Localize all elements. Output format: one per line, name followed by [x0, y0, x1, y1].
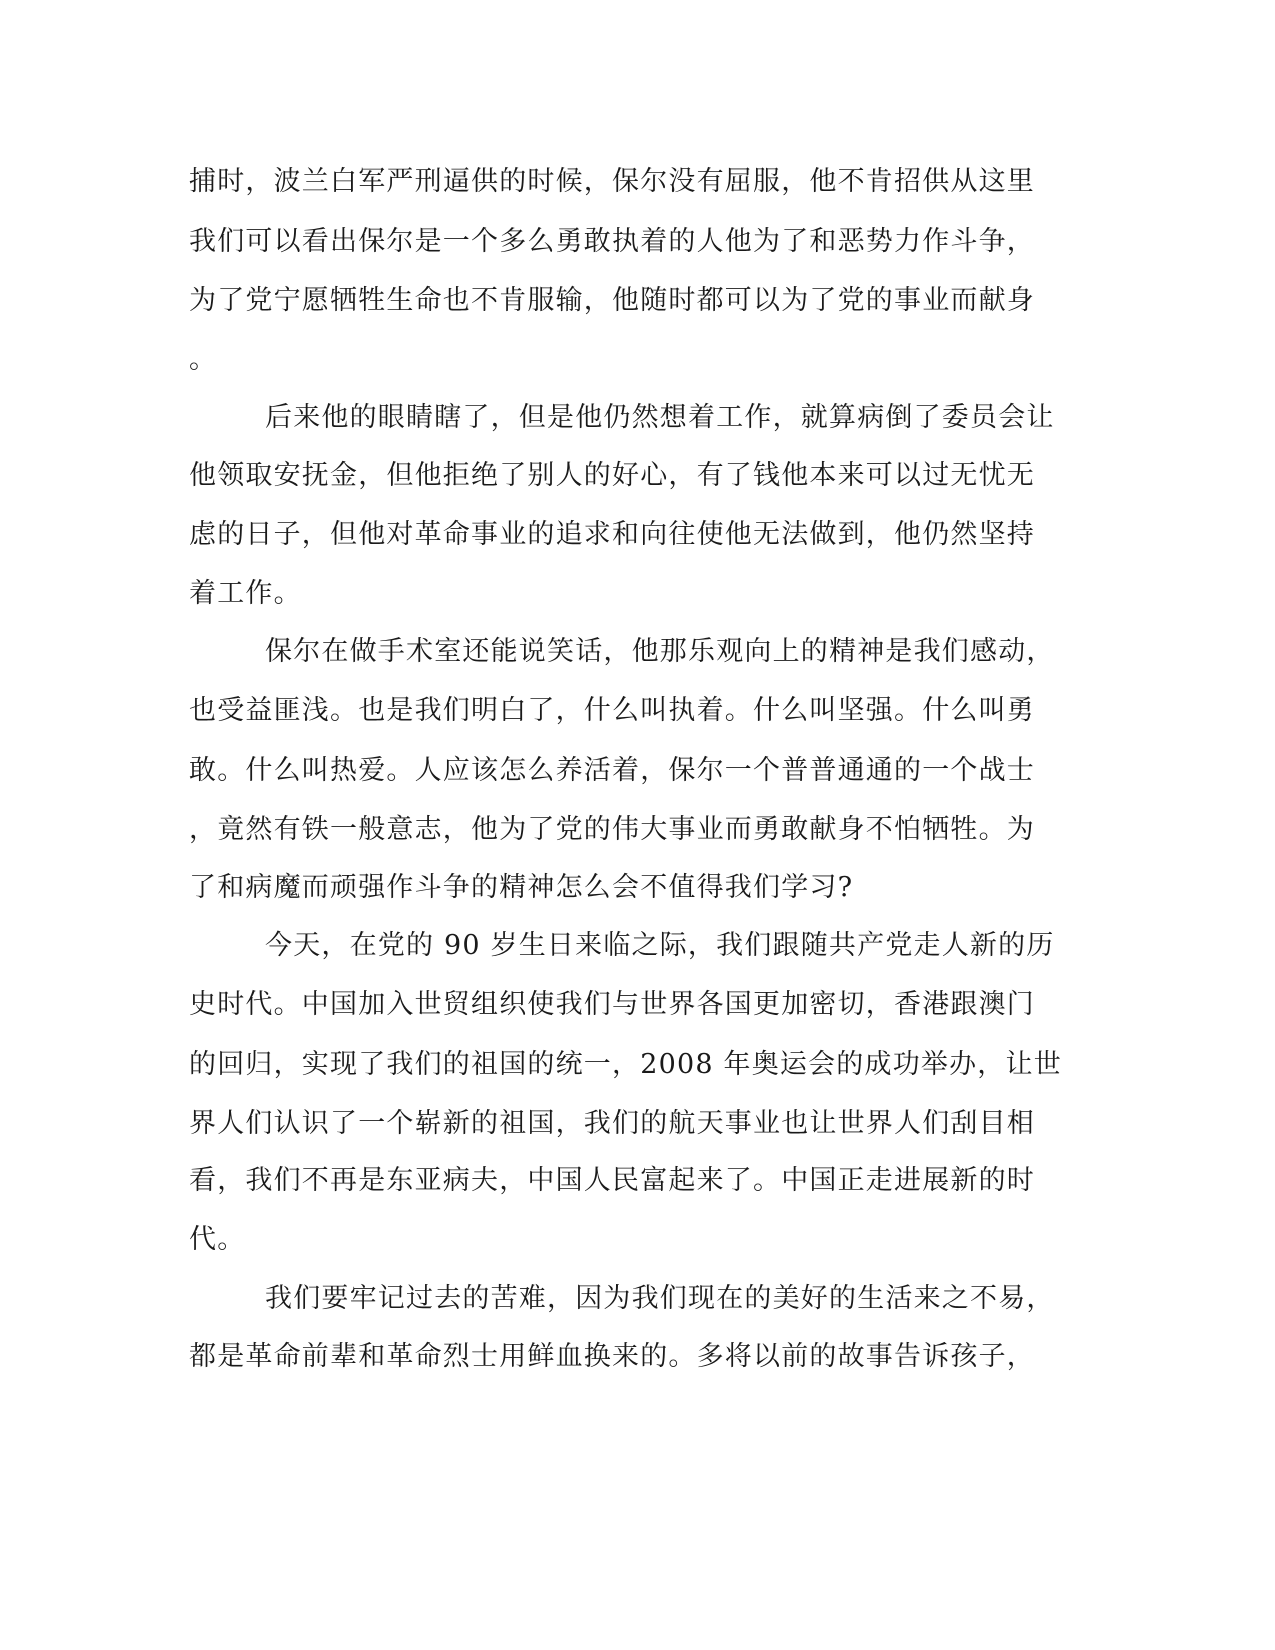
- text-line: 虑的日子，但他对革命事业的追求和向往使他无法做到，他仍然坚持: [189, 519, 1035, 550]
- text-line: 为了党宁愿牺牲生命也不肯服输，他随时都可以为了党的事业而献身: [189, 285, 1035, 316]
- text-line: 史时代。中国加入世贸组织使我们与世界各国更加密切，香港跟澳门: [189, 989, 1035, 1020]
- text-line: 敢。什么叫热爱。人应该怎么养活着，保尔一个普普通通的一个战士: [189, 755, 1035, 786]
- text-line: 我们可以看出保尔是一个多么勇敢执着的人他为了和恶势力作斗争，: [189, 226, 1035, 257]
- text-line: 都是革命前辈和革命烈士用鲜血换来的。多将以前的故事告诉孩子，: [189, 1341, 1035, 1372]
- text-line: 看，我们不再是东亚病夫，中国人民富起来了。中国正走进展新的时: [189, 1165, 1035, 1196]
- text-line: 。: [189, 344, 218, 375]
- paragraph-first-line: 今天，在党的 90 岁生日来临之际，我们跟随共产党走人新的历: [265, 930, 1055, 961]
- paragraph-first-line: 保尔在做手术室还能说笑话，他那乐观向上的精神是我们感动，: [265, 636, 1055, 667]
- text-line: ，竟然有铁一般意志，他为了党的伟大事业而勇敢献身不怕牺牲。为: [189, 814, 1035, 845]
- text-line: 捕时，波兰白军严刑逼供的时候，保尔没有屈服，他不肯招供从这里: [189, 166, 1035, 197]
- text-line: 代。: [189, 1224, 246, 1255]
- text-line: 他领取安抚金，但他拒绝了别人的好心，有了钱他本来可以过无忧无: [189, 460, 1035, 491]
- text-line: 界人们认识了一个崭新的祖国，我们的航天事业也让世界人们刮目相: [189, 1108, 1035, 1139]
- paragraph-first-line: 我们要牢记过去的苦难，因为我们现在的美好的生活来之不易，: [265, 1283, 1055, 1314]
- text-line: 了和病魔而顽强作斗争的精神怎么会不值得我们学习?: [189, 872, 854, 903]
- text-line: 着工作。: [189, 578, 302, 609]
- paragraph-first-line: 后来他的眼睛瞎了，但是他仍然想着工作，就算病倒了委员会让: [265, 402, 1055, 433]
- text-line: 也受益匪浅。也是我们明白了，什么叫执着。什么叫坚强。什么叫勇: [189, 695, 1035, 726]
- text-line: 的回归，实现了我们的祖国的统一，2008 年奥运会的成功举办，让世: [189, 1049, 1062, 1080]
